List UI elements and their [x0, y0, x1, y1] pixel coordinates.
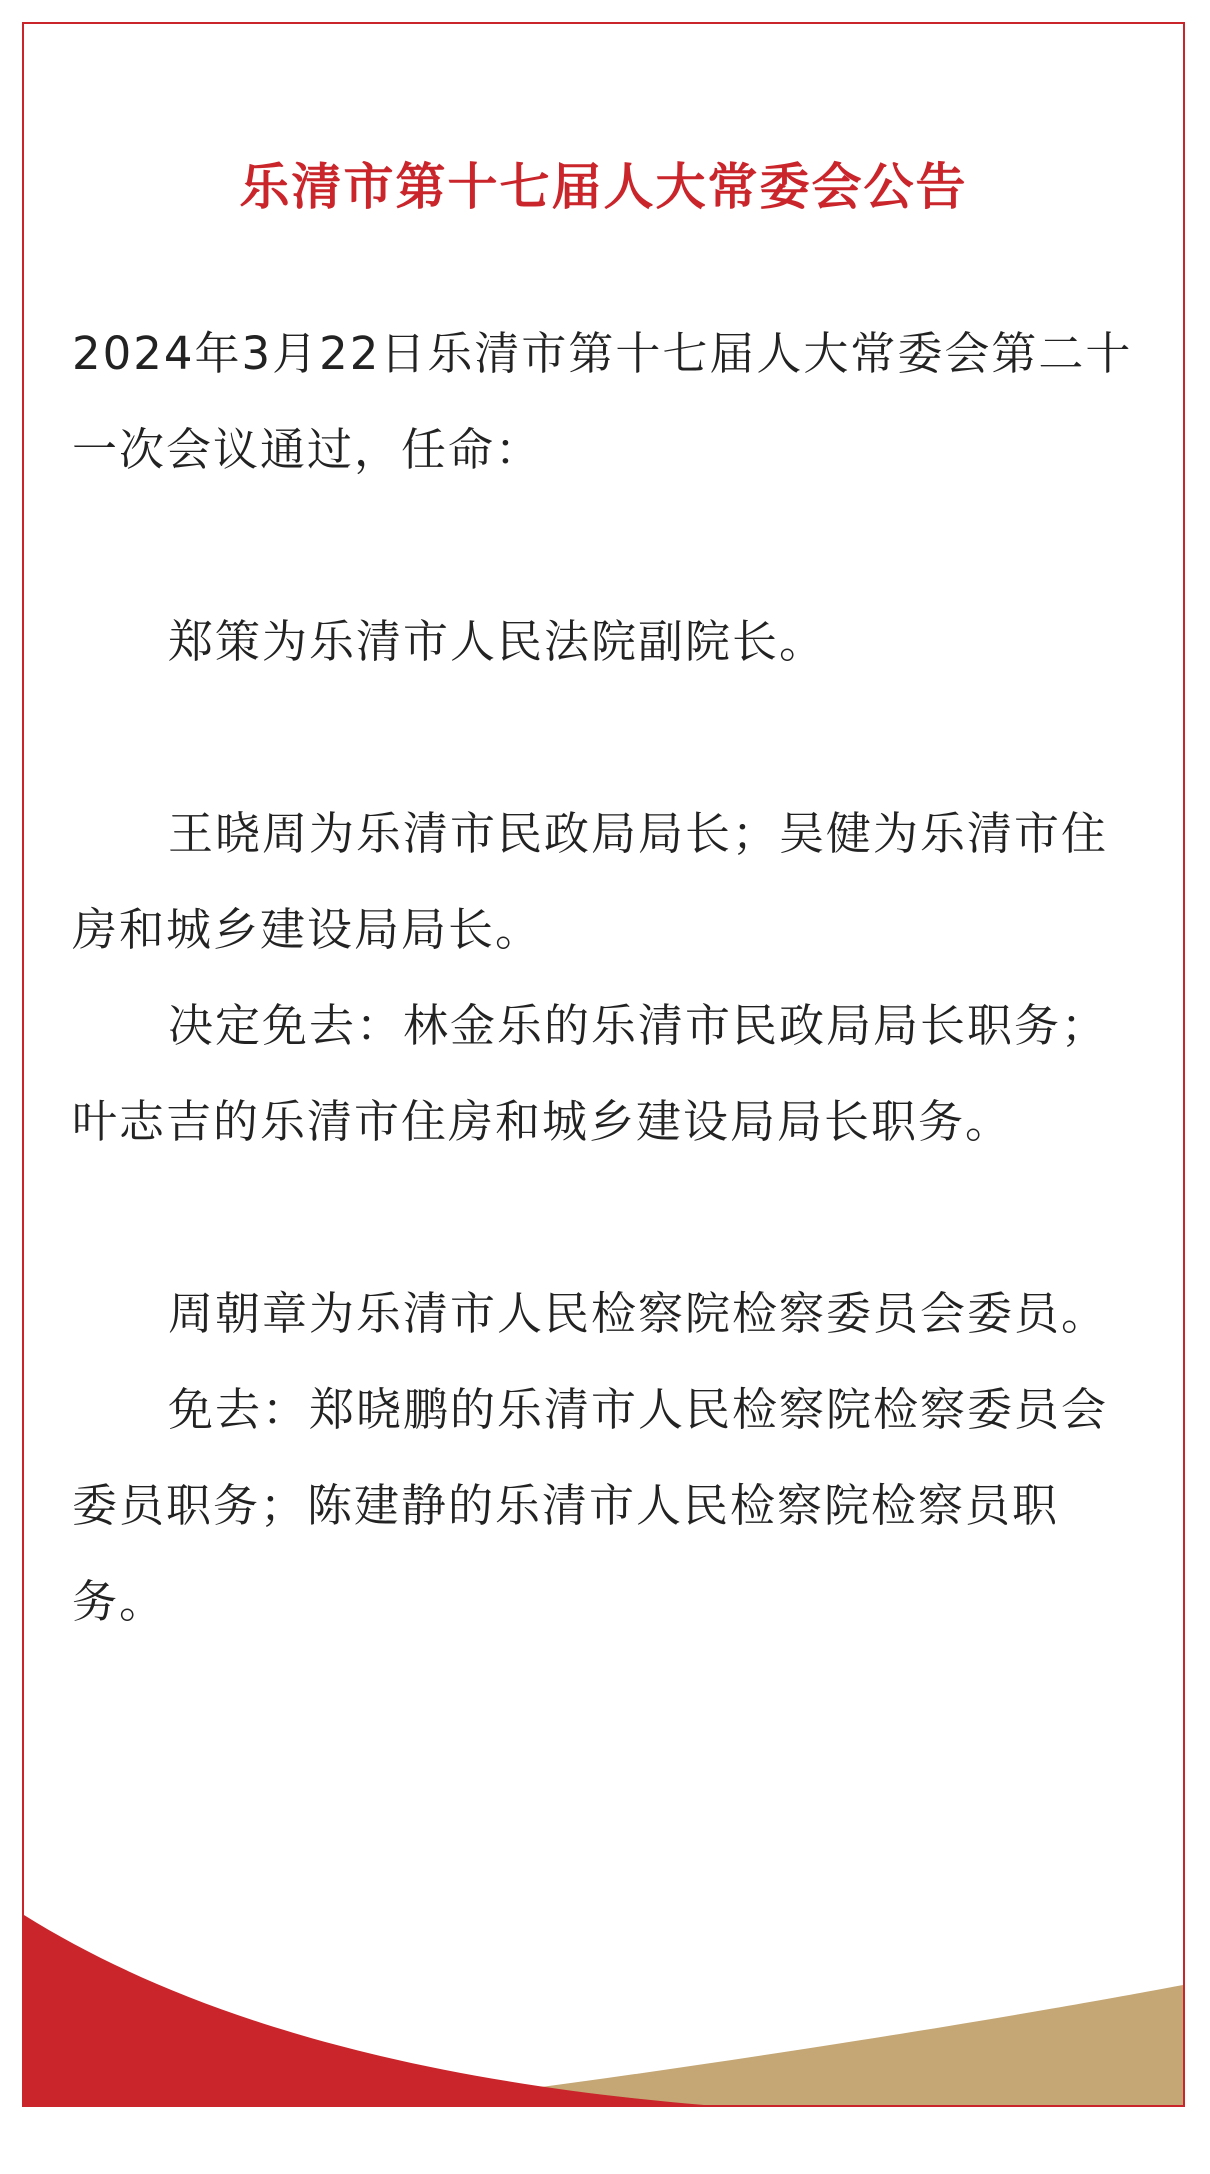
paragraph-spacer: [72, 690, 1152, 786]
notice-intro: 2024年3月22日乐清市第十七届人大常委会第二十一次会议通过，任命：: [72, 327, 1133, 476]
notice-body: [72, 306, 1152, 1650]
removal-paragraph-2: 免去：郑晓鹏的乐清市人民检察院检察委员会委员职务；陈建静的乐清市人民检察院检察员职务。: [72, 1383, 1109, 1628]
notice-frame: [22, 22, 1185, 2107]
appointment-paragraph-1: 郑策为乐清市人民法院副院长。: [168, 615, 827, 668]
notice-title: 乐清市第十七届人大常委会公告: [239, 158, 968, 216]
appointment-paragraph-3: 周朝章为乐清市人民检察院检察委员会委员。: [168, 1287, 1109, 1340]
decorative-wave: [24, 1865, 1183, 2105]
appointment-paragraph-2: 王晓周为乐清市民政局局长；吴健为乐清市住房和城乡建设局局长。: [72, 807, 1109, 956]
paragraph-spacer: [72, 498, 1152, 594]
paragraph-spacer: [72, 1170, 1152, 1266]
red-wave: [24, 1915, 704, 2105]
removal-paragraph-1: 决定免去：林金乐的乐清市民政局局长职务；叶志吉的乐清市住房和城乡建设局局长职务。: [72, 999, 1109, 1148]
